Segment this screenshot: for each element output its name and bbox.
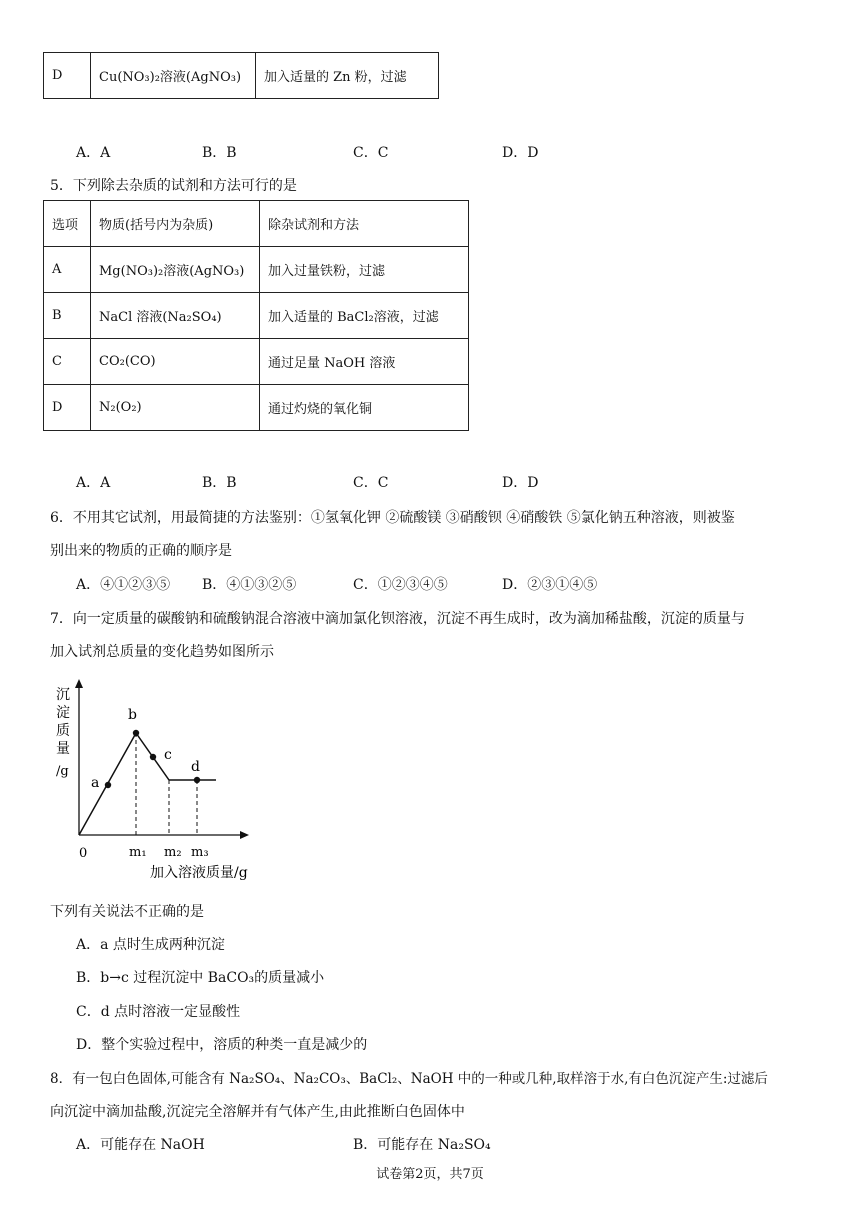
q6-option-c: C．①②③④⑤ bbox=[353, 577, 448, 593]
point-label-d: d bbox=[191, 759, 200, 775]
x-tick-label: m₂ bbox=[164, 845, 182, 860]
page-footer: 试卷第2页，共7页 bbox=[376, 1167, 484, 1182]
x-tick-label: m₃ bbox=[191, 845, 209, 860]
q7-option-c: C．d 点时溶液一定显酸性 bbox=[76, 1004, 241, 1020]
table-cell: Mg(NO₃)₂溶液(AgNO₃) bbox=[91, 247, 260, 293]
q4-option-c: C．C bbox=[353, 145, 389, 161]
x-axis-arrow bbox=[240, 831, 249, 839]
point-b bbox=[133, 730, 139, 736]
q8-option-b: B．可能存在 Na₂SO₄ bbox=[353, 1137, 491, 1153]
q7-option-a: A．a 点时生成两种沉淀 bbox=[76, 937, 225, 953]
y-axis-label-char: 沉 bbox=[56, 687, 70, 703]
q6-stem-line1: 6．不用其它试剂，用最简捷的方法鉴别：①氢氧化钾 ②硫酸镁 ③硝酸钡 ④硝酸铁 ⑤氯化钠五种溶液，则被鉴 bbox=[50, 510, 735, 526]
q4-option-d: D．D bbox=[502, 145, 539, 161]
y-axis-label-char: /g bbox=[56, 764, 69, 779]
y-axis-label-char: 质 bbox=[56, 723, 70, 739]
point-label-a: a bbox=[91, 775, 100, 791]
table-row bbox=[44, 247, 469, 293]
point-label-b: b bbox=[128, 707, 137, 723]
series-line bbox=[79, 733, 216, 835]
q7-chart bbox=[40, 675, 270, 885]
q5-table bbox=[43, 200, 469, 431]
table-cell: 加入适量的 BaCl₂溶液，过滤 bbox=[260, 293, 469, 339]
x-axis-label: 加入溶液质量/g bbox=[150, 865, 248, 881]
q6-option-b: B．④①③②⑤ bbox=[202, 577, 297, 593]
table-cell: D bbox=[44, 53, 91, 99]
q4-option-b: B．B bbox=[202, 145, 237, 161]
point-a bbox=[105, 782, 111, 788]
table-cell: C bbox=[44, 339, 91, 385]
table-row bbox=[44, 293, 469, 339]
table-cell: D bbox=[44, 385, 91, 431]
table-header-cell: 物质(括号内为杂质) bbox=[91, 201, 260, 247]
table-row bbox=[44, 53, 439, 99]
y-axis-label-char: 淀 bbox=[56, 705, 70, 721]
q4-option-a: A．A bbox=[76, 145, 111, 161]
table-cell: 通过足量 NaOH 溶液 bbox=[260, 339, 469, 385]
point-d bbox=[194, 777, 200, 783]
q6-option-a: A．④①②③⑤ bbox=[76, 577, 171, 593]
x-tick-label: m₁ bbox=[129, 845, 147, 860]
q8-stem-line2: 向沉淀中滴加盐酸,沉淀完全溶解并有气体产生,由此推断白色固体中 bbox=[50, 1104, 465, 1120]
point-c bbox=[150, 754, 156, 760]
table-cell: 加入适量的 Zn 粉，过滤 bbox=[256, 53, 439, 99]
q6-stem-line2: 别出来的物质的正确的顺序是 bbox=[50, 543, 232, 559]
table-row bbox=[44, 385, 469, 431]
q5-stem: 5．下列除去杂质的试剂和方法可行的是 bbox=[50, 178, 297, 194]
q8-option-a: A．可能存在 NaOH bbox=[76, 1137, 205, 1153]
q4-table bbox=[43, 52, 439, 99]
y-axis-arrow bbox=[75, 679, 83, 688]
table-cell: N₂(O₂) bbox=[91, 385, 260, 431]
q7-stem-line2: 加入试剂总质量的变化趋势如图所示 bbox=[50, 644, 274, 660]
table-cell: A bbox=[44, 247, 91, 293]
q5-option-c: C．C bbox=[353, 475, 389, 491]
q6-option-d: D．②③①④⑤ bbox=[502, 577, 598, 593]
point-label-c: c bbox=[164, 747, 172, 763]
table-cell: B bbox=[44, 293, 91, 339]
q5-option-d: D．D bbox=[502, 475, 539, 491]
q8-stem-line1: 8．有一包白色固体,可能含有 Na₂SO₄、Na₂CO₃、BaCl₂、NaOH 中的一种或几种,取样溶于水,有白色沉淀产生:过滤后 bbox=[50, 1071, 768, 1087]
origin-label: 0 bbox=[79, 846, 88, 861]
q7-option-d: D．整个实验过程中，溶质的种类一直是减少的 bbox=[76, 1037, 368, 1053]
q5-option-a: A．A bbox=[76, 475, 111, 491]
q7-option-b: B．b→c 过程沉淀中 BaCO₃的质量减小 bbox=[76, 970, 325, 986]
table-row bbox=[44, 201, 469, 247]
table-header-cell: 选项 bbox=[44, 201, 91, 247]
y-axis-label-char: 量 bbox=[56, 741, 70, 757]
table-cell: NaCl 溶液(Na₂SO₄) bbox=[91, 293, 260, 339]
table-cell: CO₂(CO) bbox=[91, 339, 260, 385]
table-cell: 通过灼烧的氧化铜 bbox=[260, 385, 469, 431]
table-header-cell: 除杂试剂和方法 bbox=[260, 201, 469, 247]
q5-option-b: B．B bbox=[202, 475, 237, 491]
q7-stem-line1: 7．向一定质量的碳酸钠和硫酸钠混合溶液中滴加氯化钡溶液，沉淀不再生成时，改为滴加稀盐酸，沉淀的质量与 bbox=[50, 611, 745, 627]
table-cell: Cu(NO₃)₂溶液(AgNO₃) bbox=[91, 53, 256, 99]
table-row bbox=[44, 339, 469, 385]
q7-question: 下列有关说法不正确的是 bbox=[50, 904, 204, 920]
table-cell: 加入过量铁粉，过滤 bbox=[260, 247, 469, 293]
